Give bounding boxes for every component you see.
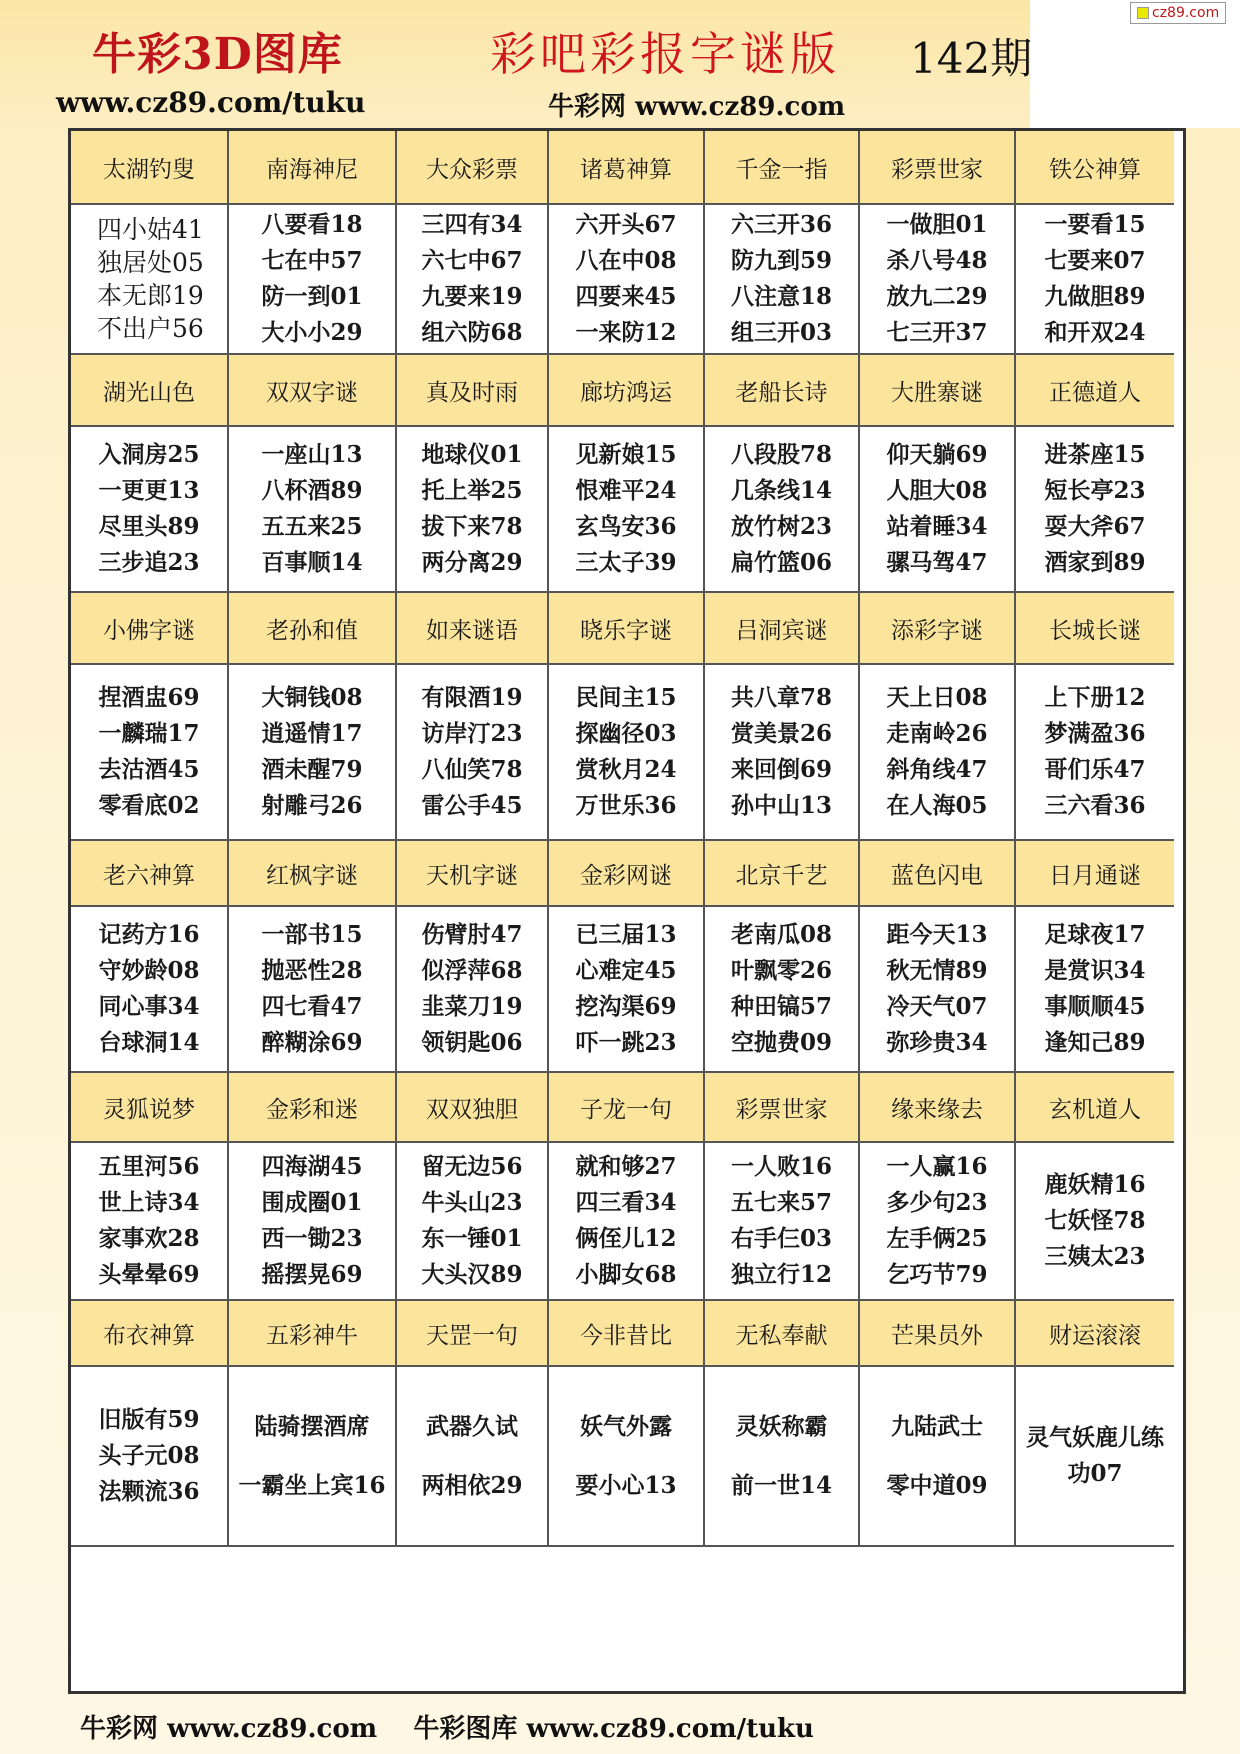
riddle-cell xyxy=(705,1143,860,1301)
riddle-line: 西一锄23 xyxy=(261,1225,363,1252)
riddle-line: 一人赢16 xyxy=(886,1153,988,1180)
riddle-cell xyxy=(1016,205,1174,355)
riddle-line: 放九二29 xyxy=(886,283,988,310)
column-header: 双双独胆 xyxy=(397,1073,549,1143)
riddle-line: 上下册12 xyxy=(1044,684,1146,711)
riddle-cell xyxy=(860,427,1016,593)
riddle-line: 四要来45 xyxy=(575,283,677,310)
riddle-cell xyxy=(860,205,1016,355)
riddle-line: 老南瓜08 xyxy=(730,921,832,948)
riddle-line: 大头汉89 xyxy=(421,1261,523,1288)
riddle-line: 共八章78 xyxy=(730,684,832,711)
riddle-line: 前一世14 xyxy=(730,1471,832,1499)
riddle-line: 小脚女68 xyxy=(575,1261,677,1288)
riddle-line: 挖沟渠69 xyxy=(575,993,677,1020)
riddle-line: 两分离29 xyxy=(421,549,523,576)
riddle-line: 站着睡34 xyxy=(886,513,988,540)
riddle-line: 叶飘零26 xyxy=(730,957,832,984)
column-header: 老六神算 xyxy=(71,841,229,907)
riddle-line: 一座山13 xyxy=(261,441,363,468)
riddle-line: 要小心13 xyxy=(575,1471,677,1499)
riddle-cell xyxy=(705,1367,860,1547)
riddle-line: 放竹树23 xyxy=(730,513,832,540)
riddle-cell xyxy=(860,665,1016,841)
riddle-line: 九陆武士 xyxy=(891,1412,983,1440)
riddle-line: 四七看47 xyxy=(261,993,363,1020)
riddle-line: 骡马驾47 xyxy=(886,549,988,576)
footer-site-url[interactable]: www.cz89.com xyxy=(167,1714,378,1744)
column-header: 彩票世家 xyxy=(860,131,1016,205)
riddle-line: 空抛费09 xyxy=(730,1029,832,1056)
riddle-cell xyxy=(229,1367,397,1547)
riddle-line: 三太子39 xyxy=(575,549,677,576)
riddle-line: 七妖怪78 xyxy=(1044,1207,1146,1234)
riddle-cell xyxy=(71,205,229,355)
column-header: 大胜寨谜 xyxy=(860,355,1016,427)
riddle-line: 走南岭26 xyxy=(886,720,988,747)
column-header: 真及时雨 xyxy=(397,355,549,427)
riddle-line: 万世乐36 xyxy=(575,792,677,819)
riddle-line: 武器久试 xyxy=(426,1412,518,1440)
riddle-cell xyxy=(229,665,397,841)
riddle-line: 耍大斧67 xyxy=(1044,513,1146,540)
column-header: 正德道人 xyxy=(1016,355,1174,427)
riddle-line: 一更更13 xyxy=(98,477,200,504)
column-header: 今非昔比 xyxy=(549,1301,705,1367)
riddle-line: 两相依29 xyxy=(421,1471,523,1499)
riddle-line: 七在中57 xyxy=(261,247,363,274)
riddle-line: 射雕弓26 xyxy=(261,792,363,819)
column-header: 金彩网谜 xyxy=(549,841,705,907)
riddle-line: 陆骑摆酒席 xyxy=(254,1412,370,1440)
riddle-line: 醉糊涂69 xyxy=(261,1029,363,1056)
riddle-line: 事顺顺45 xyxy=(1044,993,1146,1020)
riddle-line: 围成圈01 xyxy=(261,1189,363,1216)
riddle-cell xyxy=(397,205,549,355)
riddle-cell xyxy=(397,427,549,593)
riddle-line: 哥们乐47 xyxy=(1044,756,1146,783)
riddle-cell xyxy=(1016,1143,1174,1301)
riddle-line: 酒未醒79 xyxy=(261,756,363,783)
riddle-cell xyxy=(705,665,860,841)
riddle-table xyxy=(68,128,1186,1694)
column-header: 千金一指 xyxy=(705,131,860,205)
column-header: 南海神尼 xyxy=(229,131,397,205)
riddle-line: 东一锤01 xyxy=(421,1225,523,1252)
riddle-cell xyxy=(705,427,860,593)
column-header: 晓乐字谜 xyxy=(549,593,705,665)
column-header: 北京千艺 xyxy=(705,841,860,907)
column-header: 蓝色闪电 xyxy=(860,841,1016,907)
riddle-line: 见新娘15 xyxy=(575,441,677,468)
riddle-line: 左手俩25 xyxy=(886,1225,988,1252)
riddle-line: 三步追23 xyxy=(98,549,200,576)
riddle-line: 组三开03 xyxy=(730,319,832,346)
riddle-line: 摇摆晃69 xyxy=(261,1261,363,1288)
brand-url[interactable]: www.cz89.com/tuku xyxy=(56,86,366,119)
riddle-line: 天上日08 xyxy=(886,684,988,711)
riddle-cell xyxy=(1016,1367,1174,1547)
site-name: 牛彩网 xyxy=(548,92,627,122)
riddle-line: 独居处05 xyxy=(97,248,204,277)
riddle-line: 秋无情89 xyxy=(886,957,988,984)
site-url: www.cz89.com xyxy=(635,92,846,122)
riddle-line: 四海湖45 xyxy=(261,1153,363,1180)
riddle-line: 短长亭23 xyxy=(1044,477,1146,504)
riddle-line: 防一到01 xyxy=(261,283,363,310)
riddle-line: 八注意18 xyxy=(730,283,832,310)
square-icon xyxy=(1137,7,1149,19)
riddle-line: 距今天13 xyxy=(886,921,988,948)
riddle-cell xyxy=(1016,907,1174,1073)
riddle-line: 韭菜刀19 xyxy=(421,993,523,1020)
riddle-line: 就和够27 xyxy=(575,1153,677,1180)
riddle-line: 五七来57 xyxy=(730,1189,832,1216)
riddle-line: 头晕晕69 xyxy=(98,1261,200,1288)
riddle-line: 守妙龄08 xyxy=(98,957,200,984)
riddle-line: 大小小29 xyxy=(261,319,363,346)
column-header: 缘来缘去 xyxy=(860,1073,1016,1143)
column-header: 双双字谜 xyxy=(229,355,397,427)
riddle-line: 台球洞14 xyxy=(98,1029,200,1056)
riddle-line: 仰天躺69 xyxy=(886,441,988,468)
column-header: 财运滚滚 xyxy=(1016,1301,1174,1367)
column-header: 天罡一句 xyxy=(397,1301,549,1367)
footer-tuku-name: 牛彩图库 xyxy=(413,1714,518,1744)
riddle-line: 一麟瑞17 xyxy=(98,720,200,747)
riddle-line: 赏美景26 xyxy=(730,720,832,747)
column-header: 布衣神算 xyxy=(71,1301,229,1367)
riddle-line: 妖气外露 xyxy=(580,1412,672,1440)
riddle-cell xyxy=(860,907,1016,1073)
riddle-line: 捏酒盅69 xyxy=(98,684,200,711)
riddle-line: 孙中山13 xyxy=(730,792,832,819)
riddle-line: 弥珍贵34 xyxy=(886,1029,988,1056)
riddle-line: 家事欢28 xyxy=(98,1225,200,1252)
riddle-line: 本无郎19 xyxy=(97,281,204,310)
site-url-line[interactable] xyxy=(548,86,845,123)
riddle-cell xyxy=(549,1367,705,1547)
column-header: 金彩和迷 xyxy=(229,1073,397,1143)
riddle-line: 一部书15 xyxy=(261,921,363,948)
riddle-line: 右手仨03 xyxy=(730,1225,832,1252)
riddle-line: 零看底02 xyxy=(98,792,200,819)
riddle-line: 拔下来78 xyxy=(421,513,523,540)
riddle-cell xyxy=(397,665,549,841)
issue-number: 142期 xyxy=(910,34,1033,83)
riddle-line: 八段股78 xyxy=(730,441,832,468)
riddle-line: 探幽径03 xyxy=(575,720,677,747)
riddle-line: 逍遥情17 xyxy=(261,720,363,747)
column-header: 老孙和值 xyxy=(229,593,397,665)
riddle-cell xyxy=(1016,427,1174,593)
riddle-line: 梦满盈36 xyxy=(1044,720,1146,747)
riddle-line: 不出户56 xyxy=(97,314,204,343)
riddle-line: 伤臂肘47 xyxy=(421,921,523,948)
riddle-cell xyxy=(397,1143,549,1301)
riddle-line: 恨难平24 xyxy=(575,477,677,504)
riddle-line: 托上举25 xyxy=(421,477,523,504)
riddle-line: 六开头67 xyxy=(575,211,677,238)
paper-title: 彩吧彩报字谜版 xyxy=(490,27,840,81)
riddle-line: 旧版有59 xyxy=(98,1406,200,1433)
riddle-line: 抛恶性28 xyxy=(261,957,363,984)
riddle-line: 百事顺14 xyxy=(261,549,363,576)
riddle-line: 多少句23 xyxy=(886,1189,988,1216)
column-header: 长城长谜 xyxy=(1016,593,1174,665)
riddle-line: 人胆大08 xyxy=(886,477,988,504)
riddle-cell xyxy=(549,427,705,593)
column-header: 五彩神牛 xyxy=(229,1301,397,1367)
riddle-line: 五五来25 xyxy=(261,513,363,540)
riddle-line: 大铜钱08 xyxy=(261,684,363,711)
riddle-line: 种田镐57 xyxy=(730,993,832,1020)
riddle-line: 吓一跳23 xyxy=(575,1029,677,1056)
riddle-line: 七要来07 xyxy=(1044,247,1146,274)
riddle-cell xyxy=(71,1143,229,1301)
riddle-cell xyxy=(71,427,229,593)
column-header: 添彩字谜 xyxy=(860,593,1016,665)
brand-title: 牛彩3D图库 xyxy=(92,29,343,80)
riddle-line: 灵妖称霸 xyxy=(735,1412,828,1440)
riddle-line: 领钥匙06 xyxy=(421,1029,523,1056)
riddle-cell xyxy=(860,1143,1016,1301)
riddle-cell xyxy=(705,205,860,355)
riddle-line: 一人败16 xyxy=(730,1153,832,1180)
riddle-grid xyxy=(71,131,1183,1547)
riddle-cell xyxy=(71,907,229,1073)
riddle-line: 去沽酒45 xyxy=(98,756,200,783)
column-header: 玄机道人 xyxy=(1016,1073,1174,1143)
riddle-cell xyxy=(705,907,860,1073)
riddle-line: 七三开37 xyxy=(886,319,988,346)
column-header: 湖光山色 xyxy=(71,355,229,427)
footer xyxy=(80,1708,814,1745)
riddle-cell xyxy=(71,1367,229,1547)
column-header: 廊坊鸿运 xyxy=(549,355,705,427)
riddle-line: 三四有34 xyxy=(421,211,523,238)
riddle-line: 记药方16 xyxy=(98,921,200,948)
riddle-line: 几条线14 xyxy=(730,477,832,504)
riddle-cell xyxy=(549,205,705,355)
riddle-cell xyxy=(549,665,705,841)
riddle-line: 九做胆89 xyxy=(1044,283,1146,310)
riddle-line: 访岸汀23 xyxy=(421,720,523,747)
riddle-line: 同心事34 xyxy=(98,993,200,1020)
riddle-line: 四三看34 xyxy=(575,1189,677,1216)
riddle-line: 鹿妖精16 xyxy=(1044,1171,1146,1198)
column-header: 吕洞宾谜 xyxy=(705,593,860,665)
riddle-line: 八要看18 xyxy=(261,211,363,238)
riddle-line: 斜角线47 xyxy=(886,756,988,783)
riddle-line: 头子元08 xyxy=(98,1442,200,1469)
column-header: 小佛字谜 xyxy=(71,593,229,665)
riddle-line: 五里河56 xyxy=(98,1153,200,1180)
riddle-cell xyxy=(229,1143,397,1301)
riddle-line: 逢知己89 xyxy=(1044,1029,1146,1056)
riddle-line: 入洞房25 xyxy=(98,441,200,468)
riddle-line: 是赏识34 xyxy=(1044,957,1146,984)
riddle-cell xyxy=(229,205,397,355)
riddle-line: 独立行12 xyxy=(730,1261,832,1288)
riddle-line: 赏秋月24 xyxy=(575,756,677,783)
riddle-line: 杀八号48 xyxy=(886,247,988,274)
riddle-cell xyxy=(549,907,705,1073)
riddle-line: 牛头山23 xyxy=(421,1189,523,1216)
riddle-line: 有限酒19 xyxy=(421,684,523,711)
riddle-line: 在人海05 xyxy=(886,792,988,819)
riddle-line: 乞巧节79 xyxy=(886,1261,988,1288)
riddle-line: 三姨太23 xyxy=(1044,1243,1146,1270)
column-header: 日月通谜 xyxy=(1016,841,1174,907)
riddle-line: 四小姑41 xyxy=(97,215,204,244)
column-header: 红枫字谜 xyxy=(229,841,397,907)
corner-badge[interactable] xyxy=(1130,2,1226,24)
column-header: 太湖钓叟 xyxy=(71,131,229,205)
column-header: 如来谜语 xyxy=(397,593,549,665)
riddle-line: 六三开36 xyxy=(730,211,832,238)
column-header: 天机字谜 xyxy=(397,841,549,907)
column-header: 彩票世家 xyxy=(705,1073,860,1143)
riddle-line: 一要看15 xyxy=(1044,211,1146,238)
riddle-line: 冷天气07 xyxy=(886,993,988,1020)
riddle-line: 防九到59 xyxy=(730,247,832,274)
riddle-cell xyxy=(397,1367,549,1547)
riddle-line: 和开双24 xyxy=(1044,319,1146,346)
riddle-line: 扁竹篮06 xyxy=(730,549,832,576)
riddle-line: 六七中67 xyxy=(421,247,523,274)
column-header: 铁公神算 xyxy=(1016,131,1174,205)
riddle-line: 俩侄儿12 xyxy=(575,1225,677,1252)
footer-site-name: 牛彩网 xyxy=(80,1714,159,1744)
riddle-line: 法颗流36 xyxy=(98,1478,200,1505)
riddle-line: 一霸坐上宾16 xyxy=(238,1471,386,1499)
footer-tuku-url[interactable]: www.cz89.com/tuku xyxy=(526,1714,814,1744)
column-header: 子龙一句 xyxy=(549,1073,705,1143)
riddle-line: 一做胆01 xyxy=(886,211,988,238)
column-header: 芒果员外 xyxy=(860,1301,1016,1367)
riddle-line: 三六看36 xyxy=(1044,792,1146,819)
column-header: 老船长诗 xyxy=(705,355,860,427)
riddle-line: 灵气妖鹿儿练功07 xyxy=(1026,1424,1164,1487)
riddle-line: 世上诗34 xyxy=(98,1189,200,1216)
riddle-line: 进茶座15 xyxy=(1044,441,1146,468)
riddle-line: 民间主15 xyxy=(575,684,677,711)
riddle-line: 八在中08 xyxy=(575,247,677,274)
riddle-line: 八仙笑78 xyxy=(421,756,523,783)
riddle-line: 九要来19 xyxy=(421,283,523,310)
column-header: 无私奉献 xyxy=(705,1301,860,1367)
riddle-line: 酒家到89 xyxy=(1044,549,1146,576)
riddle-line: 尽里头89 xyxy=(98,513,200,540)
riddle-cell xyxy=(71,665,229,841)
riddle-line: 零中道09 xyxy=(886,1471,988,1499)
riddle-line: 玄鸟安36 xyxy=(575,513,677,540)
column-header: 大众彩票 xyxy=(397,131,549,205)
riddle-line: 心难定45 xyxy=(575,957,677,984)
riddle-line: 一来防12 xyxy=(575,319,677,346)
riddle-cell xyxy=(549,1143,705,1301)
riddle-cell xyxy=(1016,665,1174,841)
riddle-line: 八杯酒89 xyxy=(261,477,363,504)
riddle-line: 组六防68 xyxy=(421,319,523,346)
riddle-line: 留无边56 xyxy=(421,1153,523,1180)
riddle-cell xyxy=(860,1367,1016,1547)
riddle-cell xyxy=(229,427,397,593)
riddle-line: 来回倒69 xyxy=(730,756,832,783)
riddle-line: 似浮萍68 xyxy=(421,957,523,984)
riddle-cell xyxy=(397,907,549,1073)
column-header: 诸葛神算 xyxy=(549,131,705,205)
riddle-line: 已三届13 xyxy=(575,921,677,948)
corner-badge-label: cz89.com xyxy=(1152,5,1220,21)
riddle-line: 地球仪01 xyxy=(421,441,523,468)
riddle-line: 足球夜17 xyxy=(1044,921,1146,948)
riddle-line: 雷公手45 xyxy=(421,792,523,819)
riddle-cell xyxy=(229,907,397,1073)
column-header: 灵狐说梦 xyxy=(71,1073,229,1143)
